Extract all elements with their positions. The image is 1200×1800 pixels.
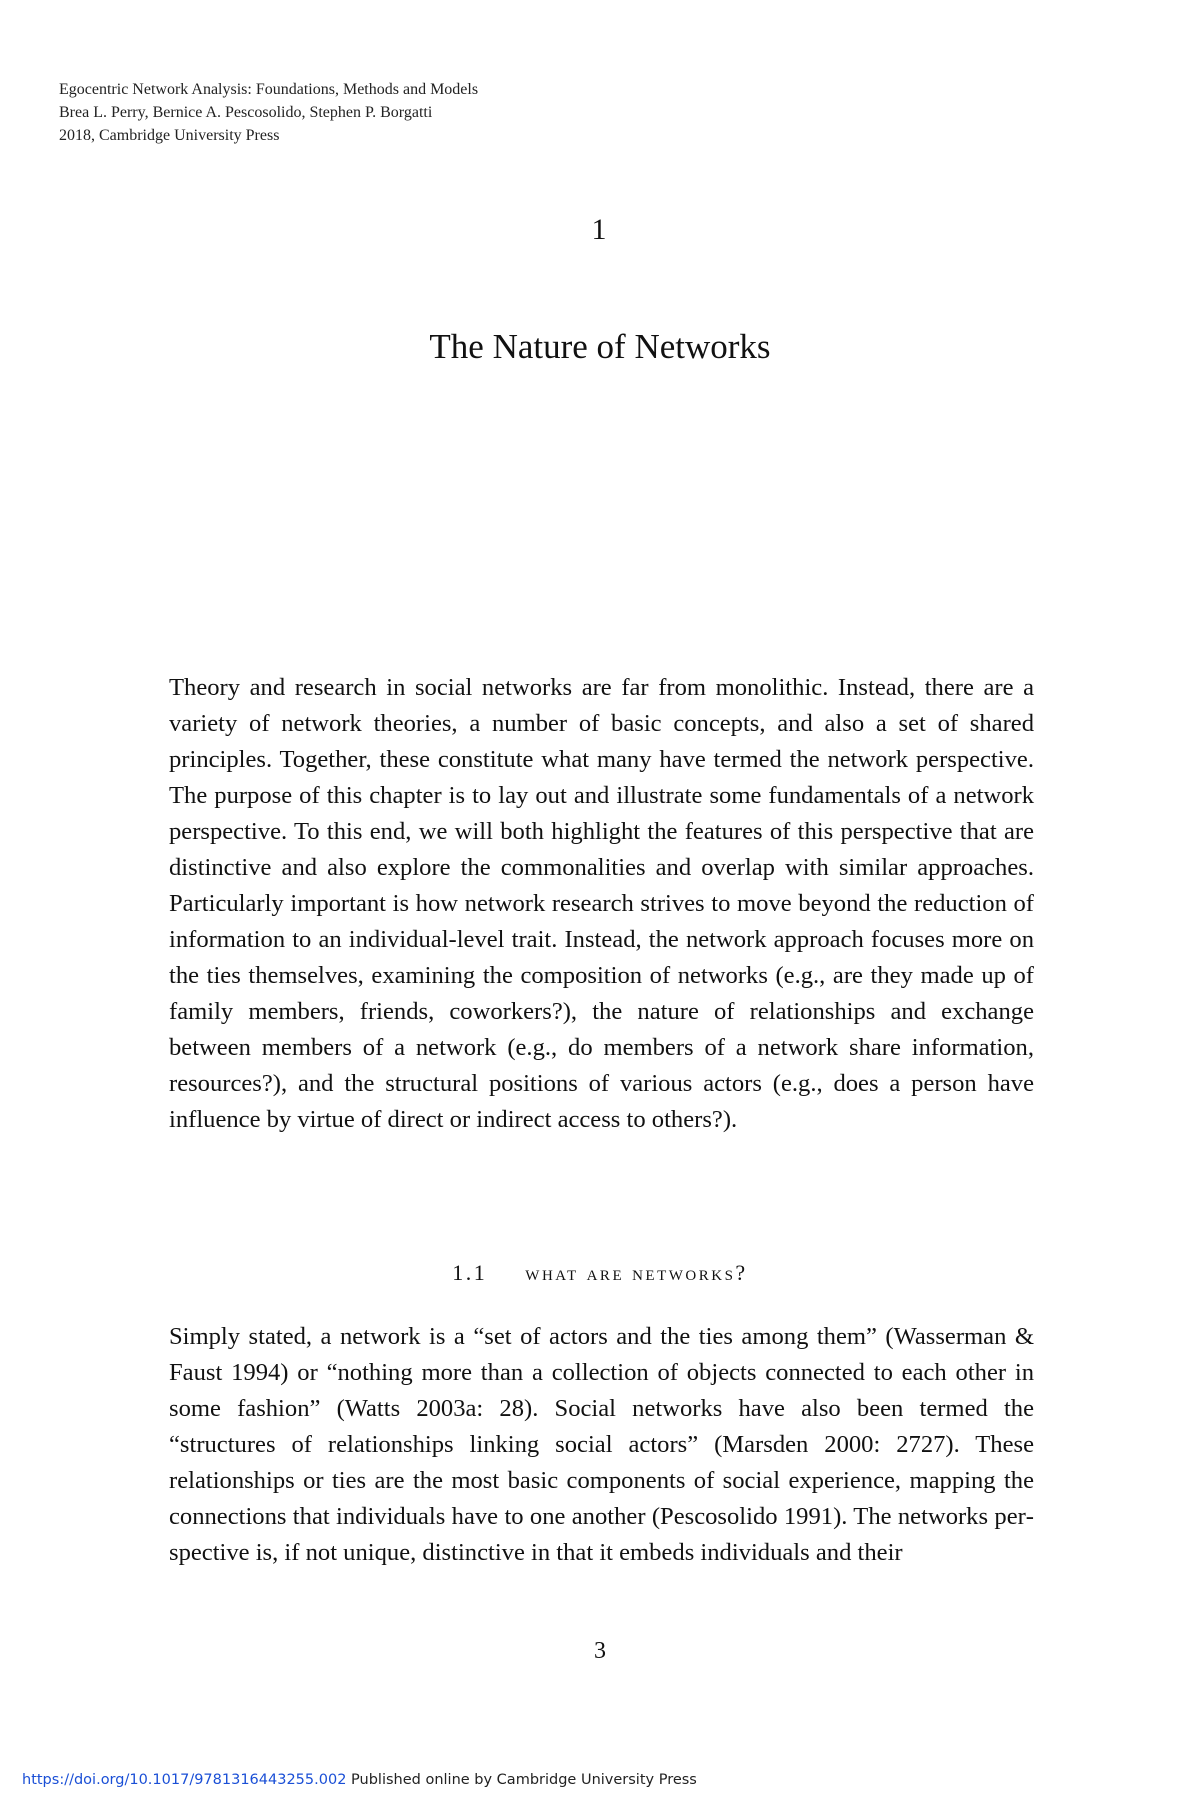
doi-link[interactable]: https://doi.org/10.1017/9781316443255.002 bbox=[22, 1772, 347, 1788]
header-metadata bbox=[59, 78, 478, 147]
section-paragraph: Simply stated, a network is a “set of actors and the ties among them” (Wasserman & Faust 1994) or “nothing more than a collection of objects connected to each other in some fashion” (Watts 2003a: 28). Social networks have also been termed the “structures of relationships linking social actors” (Marsden 2000: 2727). These relationships or ties are the most basic components of social experience, mapping the connections that individuals have to one another (Pescosolido 1991). The networks perspective is, if not unique, distinctive in that it embeds individuals and their bbox=[169, 1323, 1034, 1566]
chapter-number: 1 bbox=[591, 213, 609, 246]
book-authors: Brea L. Perry, Bernice A. Pescosolido, Stephen P. Borgatti bbox=[59, 104, 433, 121]
published-online-text: Published online by Cambridge University Press bbox=[346, 1772, 697, 1788]
footer bbox=[22, 1770, 697, 1790]
section-number: 1.1 bbox=[452, 1260, 488, 1285]
page-number: 3 bbox=[594, 1638, 606, 1664]
publication-info: 2018, Cambridge University Press bbox=[59, 127, 280, 144]
book-title: Egocentric Network Analysis: Foundations, Methods and Models bbox=[59, 81, 479, 98]
chapter-title: The Nature of Networks bbox=[429, 327, 771, 366]
section-title: what are networks? bbox=[525, 1260, 748, 1285]
intro-paragraph: Theory and research in social networks are far from monolithic. Instead, there are a variety of network theories, a number of basic concepts, and also a set of shared principles. Together, these constitute what many have termed the network perspective. The purpose of this chapter is to lay out and illustrate some fundamentals of a network perspective. To this end, we will both highlight the features of this perspective that are distinctive and also explore the commonalities and overlap with similar approaches. Particularly important is how network research strives to move beyond the reduction of information to an individual-level trait. Instead, the network approach focuses more on the ties themselves, examining the composition of networks (e.g., are they made up of family members, friends, coworkers?), the nature of relationships and exchange between members of a network (e.g., do members of a network share information, resources?), and the structural positions of various actors (e.g., does a person have influence by virtue of direct or indirect access to others?). bbox=[169, 674, 1034, 1133]
section-heading bbox=[0, 1258, 1200, 1288]
